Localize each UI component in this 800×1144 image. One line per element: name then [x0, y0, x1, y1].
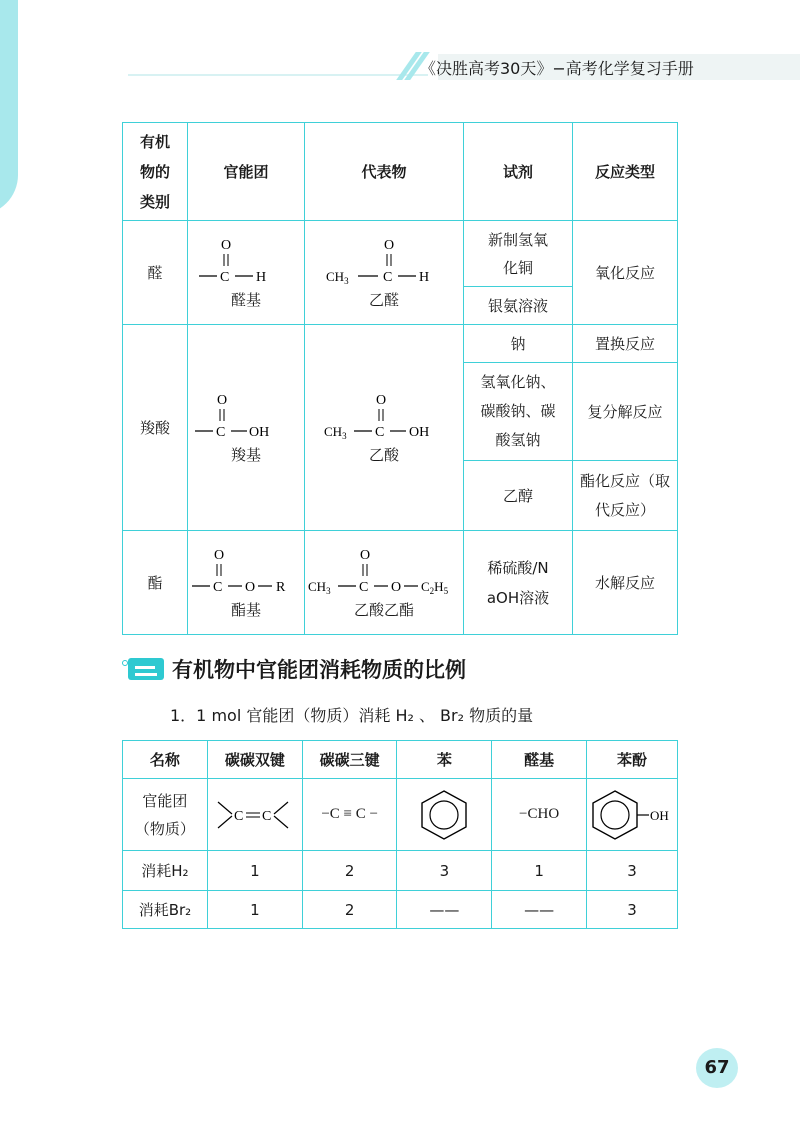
aldehyde-group-structure	[191, 235, 301, 285]
triple-bond-structure: −C ≡ C −	[302, 779, 397, 851]
h2-phenol: 3	[587, 851, 678, 891]
side-tab	[0, 0, 18, 215]
ethyl-acetate-structure	[308, 545, 460, 595]
reaction-esterification: 酯化反应（取代反应）	[579, 471, 670, 519]
header-title: 《决胜高考30天》−高考化学复习手册	[420, 59, 694, 78]
svg-text:O: O	[376, 393, 387, 408]
reagent-silver-ammonia: 银氨溶液	[464, 287, 573, 325]
double-bond-structure	[207, 779, 302, 851]
col-benzene: 苯	[397, 741, 492, 779]
col-phenol: 苯酚	[587, 741, 678, 779]
br2-benzene: ——	[397, 891, 492, 929]
reagent-sodium: 钠	[464, 325, 573, 363]
acetaldehyde-name: 乙醛	[368, 291, 399, 309]
h2-triple-bond: 2	[302, 851, 397, 891]
reaction-hydrolysis: 水解反应	[573, 531, 678, 635]
reagent-acid-or-base: 稀硫酸/NaOH溶液	[486, 558, 550, 607]
svg-text:CH3: $CH_3$	[308, 579, 331, 595]
svg-text:C: C	[213, 580, 223, 595]
header-reaction-type: 反应类型	[573, 123, 678, 221]
header-group: 官能团	[188, 123, 305, 221]
row-label-br2: 消耗Br₂	[123, 891, 208, 929]
svg-text:O: O	[217, 393, 228, 408]
reaction-table	[122, 122, 678, 635]
group-ester	[188, 531, 305, 635]
acetic-acid-name: 乙酸	[368, 446, 399, 464]
representative-acid	[305, 325, 464, 531]
svg-text:OH: OH	[409, 425, 430, 440]
svg-text:O: O	[360, 548, 371, 563]
acetic-acid-structure	[324, 390, 444, 440]
svg-text:CH3: $CH_3$	[324, 424, 347, 440]
col-double-bond: 碳碳双键	[207, 741, 302, 779]
br2-triple-bond: 2	[302, 891, 397, 929]
header-reagent: 试剂	[464, 123, 573, 221]
br2-aldehyde: ——	[492, 891, 587, 929]
subheading: 1．1 mol 官能团（物质）消耗 H₂ 、 Br₂ 物质的量	[170, 706, 534, 725]
br2-phenol: 3	[587, 891, 678, 929]
acetaldehyde-structure	[324, 235, 444, 285]
svg-text:C: C	[216, 425, 226, 440]
representative-aldehyde	[305, 221, 464, 325]
svg-text:OH: OH	[650, 807, 669, 823]
svg-text:O: O	[245, 580, 256, 595]
svg-text:H: H	[419, 270, 430, 285]
svg-text:H: H	[256, 270, 267, 285]
svg-text:CH3: $CH_3$	[326, 269, 349, 285]
header-category: 有机物的类别	[139, 132, 170, 211]
h2-benzene: 3	[397, 851, 492, 891]
aldehyde-group-name: 醛基	[230, 291, 261, 309]
svg-text:OH: OH	[249, 425, 270, 440]
svg-text:C: C	[359, 580, 369, 595]
category-aldehyde: 醛	[123, 221, 188, 325]
row-label-h2: 消耗H₂	[123, 851, 208, 891]
svg-text:C: C	[375, 425, 385, 440]
svg-text:C2H5: $C_2H_5$	[421, 579, 449, 595]
svg-text:C: C	[383, 270, 393, 285]
ethyl-acetate-name: 乙酸乙酯	[353, 601, 414, 619]
col-name: 名称	[123, 741, 208, 779]
col-aldehyde: 醛基	[492, 741, 587, 779]
section-title: 有机物中官能团消耗物质的比例	[172, 658, 466, 682]
svg-text:O: O	[214, 548, 225, 563]
svg-text:R: R	[276, 580, 286, 595]
reaction-displacement: 置换反应	[573, 325, 678, 363]
representative-ester	[305, 531, 464, 635]
reaction-double-decomposition: 复分解反应	[573, 363, 678, 461]
svg-text:O: O	[221, 238, 232, 253]
svg-text:O: O	[384, 238, 395, 253]
svg-text:C: C	[261, 808, 272, 824]
phenol-structure	[587, 779, 678, 851]
section-number-badge	[128, 658, 164, 680]
col-triple-bond: 碳碳三键	[302, 741, 397, 779]
category-acid: 羧酸	[123, 325, 188, 531]
reagent-copper-hydroxide: 新制氢氧化铜	[487, 230, 548, 277]
svg-text:C: C	[220, 270, 230, 285]
aldehyde-cho: −CHO	[492, 779, 587, 851]
svg-text:O: O	[391, 580, 402, 595]
carboxyl-group-name: 羧基	[230, 446, 261, 464]
ester-group-name: 酯基	[230, 601, 261, 619]
br2-double-bond: 1	[207, 891, 302, 929]
category-ester: 酯	[123, 531, 188, 635]
row-label-group: 官能团（物质）	[134, 791, 195, 838]
group-acid	[188, 325, 305, 531]
page-number: 67	[696, 1048, 738, 1088]
reaction-oxidation: 氧化反应	[573, 221, 678, 325]
header-representative: 代表物	[305, 123, 464, 221]
reagent-bases: 氢氧化钠、碳酸钠、碳酸氢钠	[480, 373, 556, 449]
page-header	[128, 50, 800, 84]
reagent-ethanol: 乙醇	[464, 461, 573, 531]
h2-aldehyde: 1	[492, 851, 587, 891]
benzene-structure	[397, 779, 492, 851]
carboxyl-group-structure	[191, 390, 301, 440]
group-aldehyde	[188, 221, 305, 325]
ester-group-structure	[190, 545, 302, 595]
svg-text:C: C	[233, 808, 244, 824]
h2-double-bond: 1	[207, 851, 302, 891]
consumption-table	[122, 740, 678, 929]
